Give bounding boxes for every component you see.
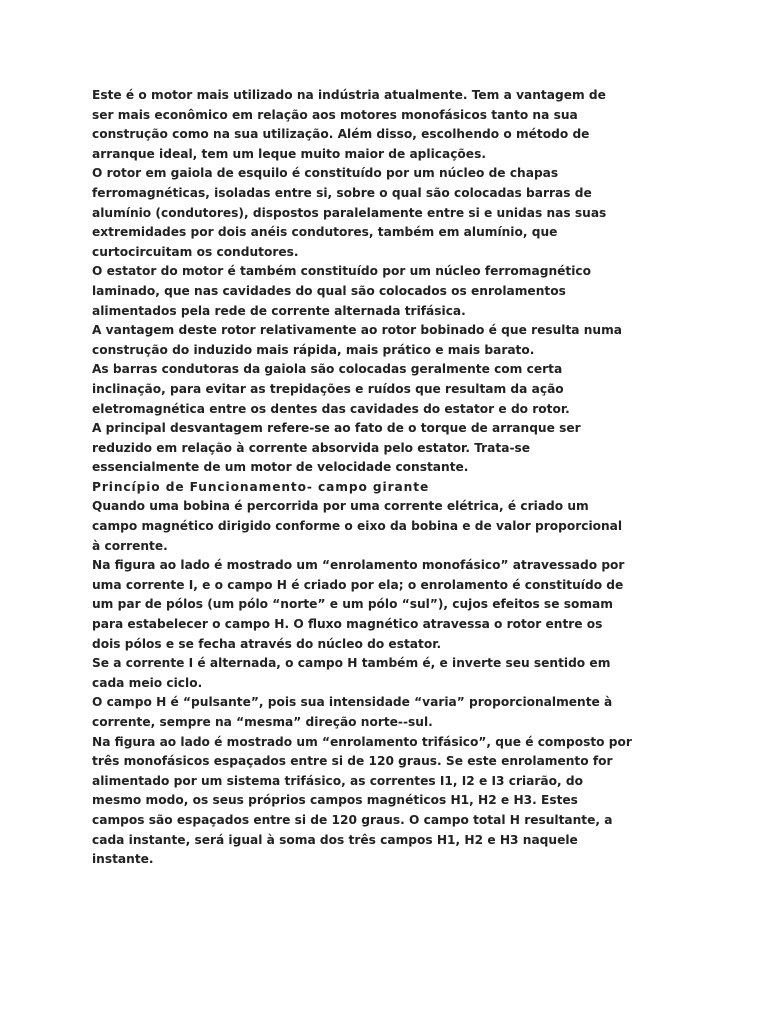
text-line: O rotor em gaiola de esquilo é constituído por um núcleo de chapas — [92, 166, 559, 181]
text-line: essencialmente de um motor de velocidade constante. — [92, 460, 469, 475]
text-line: inclinação, para evitar as trepidações e ruídos que resultam da ação — [92, 381, 564, 396]
text-line: uma corrente I, e o campo H é criado por ela; o enrolamento é constituído de — [92, 577, 624, 592]
text-line: Na figura ao lado é mostrado um “enrolamento monofásico” atravessado por — [92, 558, 625, 573]
text-line: instante. — [92, 852, 154, 867]
text-line: laminado, que nas cavidades do qual são colocados os enrolamentos — [92, 283, 566, 298]
text-line: campo magnético dirigido conforme o eixo da bobina e de valor proporcional — [92, 519, 623, 534]
text-line: alumínio (condutores), dispostos paralelamente entre si e unidas nas suas — [92, 205, 607, 220]
text-line: A principal desvantagem refere-se ao fato de o torque de arranque ser — [92, 421, 581, 436]
text-line: ser mais econômico em relação aos motores monofásicos tanto na sua — [92, 107, 578, 122]
text-line: um par de pólos (um pólo “norte” e um pólo “sul”), cujos efeitos se somam — [92, 597, 613, 612]
text-line: As barras condutoras da gaiola são colocadas geralmente com certa — [92, 362, 563, 377]
text-line: eletromagnética entre os dentes das cavidades do estator e do rotor. — [92, 401, 570, 416]
text-line: ferromagnéticas, isoladas entre si, sobre o qual são colocadas barras de — [92, 185, 592, 200]
text-line: para estabelecer o campo H. O fluxo magnético atravessa o rotor entre os — [92, 617, 603, 632]
text-line: O campo H é “pulsante”, pois sua intensidade “varia” proporcionalmente à — [92, 695, 613, 710]
text-line: Este é o motor mais utilizado na indústria atualmente. Tem a vantagem de — [92, 88, 606, 102]
text-line: dois pólos e se fecha através do núcleo do estator. — [92, 636, 442, 651]
text-line: extremidades por dois anéis condutores, também em alumínio, que — [92, 225, 558, 240]
text-line: construção do induzido mais rápida, mais prático e mais barato. — [92, 342, 535, 357]
text-line: Quando uma bobina é percorrida por uma corrente elétrica, é criado um — [92, 499, 589, 514]
text-line: reduzido em relação à corrente absorvida pelo estator. Trata-se — [92, 440, 531, 455]
text-line: campos são espaçados entre si de 120 graus. O campo total H resultante, a — [92, 812, 613, 827]
text-line: Na figura ao lado é mostrado um “enrolamento trifásico”, que é composto por — [92, 734, 632, 749]
text-line: alimentado por um sistema trifásico, as correntes I1, I2 e I3 criarão, do — [92, 773, 583, 788]
text-line: Se a corrente I é alternada, o campo H também é, e inverte seu sentido em — [92, 656, 611, 671]
document-body — [92, 86, 652, 870]
text-line: cada meio ciclo. — [92, 675, 203, 690]
text-line: curtocircuitam os condutores. — [92, 244, 299, 259]
text-line: cada instante, será igual à soma dos três campos H1, H2 e H3 naquele — [92, 832, 578, 847]
text-line: corrente, sempre na “mesma” direção norte--sul. — [92, 715, 433, 729]
text-line: O estator do motor é também constituído por um núcleo ferromagnético — [92, 264, 591, 279]
text-line: à corrente. — [92, 538, 168, 553]
text-line: A vantagem deste rotor relativamente ao rotor bobinado é que resulta numa — [92, 323, 623, 338]
text-line: arranque ideal, tem um leque muito maior de aplicações. — [92, 146, 486, 161]
text-line: três monofásicos espaçados entre si de 120 graus. Se este enrolamento for — [92, 754, 613, 769]
text-line: mesmo modo, os seus próprios campos magnéticos H1, H2 e H3. Estes — [92, 793, 578, 808]
text-line: construção como na sua utilização. Além disso, escolhendo o método de — [92, 127, 590, 142]
section-heading: Princípio de Funcionamento- campo girante — [92, 479, 430, 494]
text-line: alimentados pela rede de corrente alternada trifásica. — [92, 303, 466, 318]
